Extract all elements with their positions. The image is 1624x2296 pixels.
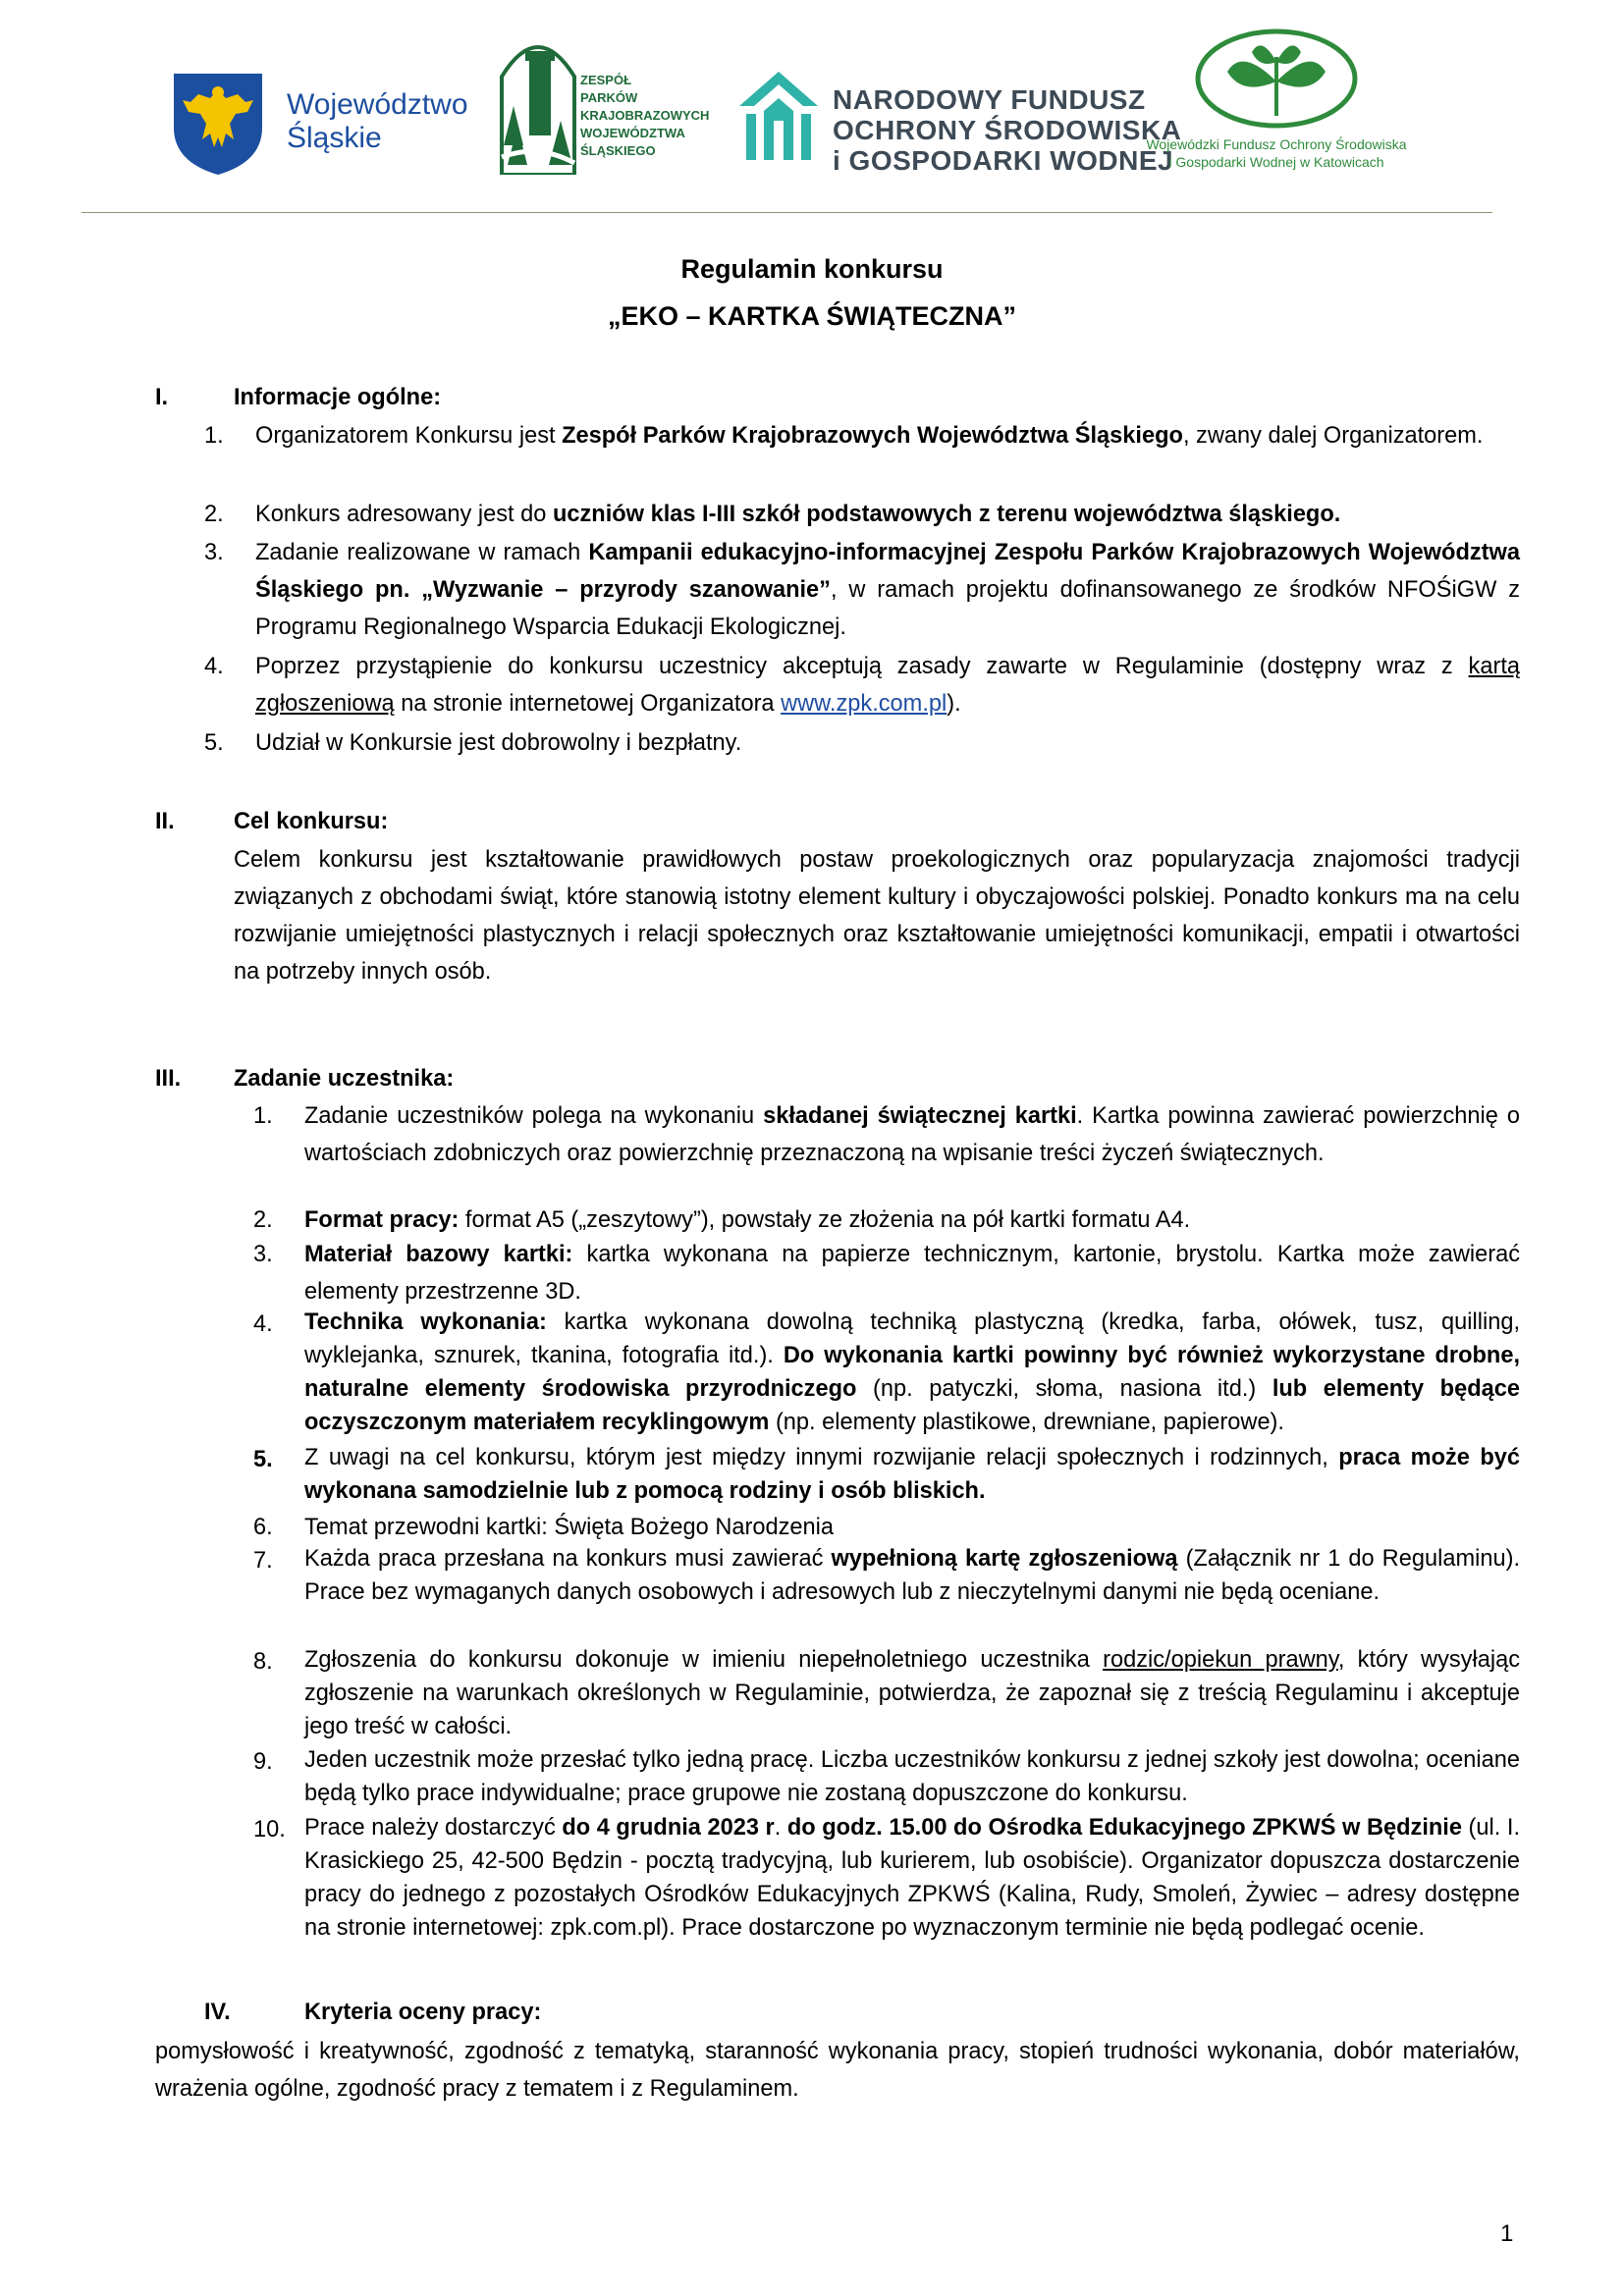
item-number: 3. xyxy=(253,1242,273,1267)
item-text: Materiał bazowy kartki: kartka wykonana na papierze technicznym, kartonie, brystolu. Kartka może zawierać elementy przestrzenne 3D. xyxy=(304,1242,1521,1305)
item-number: 4. xyxy=(204,654,224,679)
section-title: Cel konkursu: xyxy=(234,809,389,834)
competition-name: „EKO – KARTKA ŚWIĄTECZNA” xyxy=(608,301,1016,331)
logo-wojewodztwo-slaskie xyxy=(169,69,483,177)
wfosigw-leaves-icon xyxy=(1193,27,1360,131)
logo-nfos-text xyxy=(833,84,1181,176)
organizer-website-link[interactable]: www.zpk.com.pl xyxy=(781,691,947,717)
logo-wfos-line: Wojewódzki Fundusz Ochrony Środowiska xyxy=(1146,136,1407,152)
logo-wfosigw xyxy=(1134,27,1419,185)
item-text: Zgłoszenia do konkursu dokonuje w imieniu niepełnoletniego uczestnika rodzic/opiekun prawny, który wysyłając zgłoszenie na warunkach określonych w Regulaminie, potwierdza, że zapoznał się z treścią Regulaminu i akceptuje jego treść w całości. xyxy=(304,1647,1521,1739)
item-number: 5. xyxy=(204,730,224,756)
nfosigw-emblem-icon xyxy=(734,67,823,165)
page-number: 1 xyxy=(1500,2220,1514,2247)
header-logos xyxy=(0,27,1624,194)
section-number: IV. xyxy=(204,2000,231,2025)
zpk-tower-forest-icon xyxy=(494,27,582,175)
logo-zpk-line: ŚLĄSKIEGO xyxy=(580,143,656,158)
item-number: 7. xyxy=(253,1548,273,1574)
section-title: Zadanie uczestnika: xyxy=(234,1066,455,1092)
logo-zpk-text xyxy=(580,72,709,160)
section-number: III. xyxy=(155,1066,182,1092)
item-number: 1. xyxy=(253,1103,273,1129)
section-paragraph: pomysłowość i kreatywność, zgodność z tematyką, staranność wykonania pracy, stopień trudności wykonania, dobór materiałów, wrażenia ogólne, zgodność pracy z tematem i z Regulaminem. xyxy=(155,2039,1520,2102)
item-number: 2. xyxy=(253,1207,273,1233)
logo-zpk-line: PARKÓW xyxy=(580,90,638,105)
logo-zpk-line: KRAJOBRAZOWYCH xyxy=(580,108,710,123)
item-number: 9. xyxy=(253,1749,273,1775)
item-text: Poprzez przystąpienie do konkursu uczestnicy akceptują zasady zawarte w Regulaminie (dostępny wraz z kartą zgłoszeniową na stronie internetowej Organizatora www.zpk.com.pl). xyxy=(255,654,1520,717)
section-title: Kryteria oceny pracy: xyxy=(304,2000,542,2025)
document-title: Regulamin konkursu xyxy=(680,254,944,284)
item-number: 8. xyxy=(253,1649,273,1675)
section-number: II. xyxy=(155,809,175,834)
item-text: Z uwagi na cel konkursu, którym jest między innymi rozwijanie relacji społecznych i rodzinnych, praca może być wykonana samodzielnie lub z pomocą rodziny i osób bliskich. xyxy=(304,1445,1520,1504)
item-text: Organizatorem Konkursu jest Zespół Parków Krajobrazowych Województwa Śląskiego, zwany dalej Organizatorem. xyxy=(255,423,1484,449)
item-number: 5. xyxy=(253,1447,273,1472)
item-text: Zadanie realizowane w ramach Kampanii edukacyjno-informacyjnej Zespołu Parków Krajobrazowych Województwa Śląskiego pn. „Wyzwanie – przyrody szanowanie”, w ramach projektu dofinansowanego ze środków NFOŚiGW z Programu Regionalnego Wsparcia Edukacji Ekologicznej. xyxy=(255,540,1520,640)
logo-zpk-line: ZESPÓŁ xyxy=(580,73,632,87)
logo-zpk xyxy=(494,27,715,175)
logo-wfos-text xyxy=(1134,135,1419,171)
logo-nfos-line: i GOSPODARKI WODNEJ xyxy=(833,145,1174,176)
logo-nfos-line: NARODOWY FUNDUSZ xyxy=(833,84,1146,115)
item-text: Temat przewodni kartki: Święta Bożego Narodzenia xyxy=(304,1515,834,1540)
item-text: Każda praca przesłana na konkurs musi zawierać wypełnioną kartę zgłoszeniową (Załącznik nr 1 do Regulaminu). Prace bez wymaganych danych osobowych i adresowych lub z nieczytelnymi danymi nie będą oceniane. xyxy=(304,1546,1521,1605)
logo-nfos-line: OCHRONY ŚRODOWISKA xyxy=(833,115,1182,145)
logo-slaskie-line2: Śląskie xyxy=(287,122,382,154)
logo-slaskie-text xyxy=(287,88,468,155)
item-number: 2. xyxy=(204,502,224,527)
logo-zpk-line: WOJEWÓDZTWA xyxy=(580,126,685,140)
item-text: Technika wykonania: kartka wykonana dowolną techniką plastyczną (kredka, farba, ołówek, tusz, quilling, wyklejanka, sznurek, tkanina, fotografia itd.). Do wykonania kartki powinny być również wykorzystane drobne, naturalne elementy środowiska przyrodniczego (np. patyczki, słoma, nasiona itd.) lub elementy będące oczyszczonym materiałem recyklingowym (np. elementy plastikowe, drewniane, papierowe). xyxy=(304,1309,1521,1435)
item-number: 4. xyxy=(253,1311,273,1337)
item-number: 10. xyxy=(253,1817,286,1842)
item-number: 3. xyxy=(204,540,224,565)
item-text: Udział w Konkursie jest dobrowolny i bezpłatny. xyxy=(255,730,742,756)
item-number: 1. xyxy=(204,423,224,449)
item-text: Jeden uczestnik może przesłać tylko jedną pracę. Liczba uczestników konkursu z jednej szkoły jest dowolna; oceniane będą tylko prace indywidualne; prace grupowe nie zostaną dopuszczone do konkursu. xyxy=(304,1747,1521,1806)
item-text: Prace należy dostarczyć do 4 grudnia 2023 r. do godz. 15.00 do Ośrodka Edukacyjnego ZPKWŚ w Będzinie (ul. I. Krasickiego 25, 42-500 Będzin - pocztą tradycyjną, lub kurierem, lub osobiście). Organizator dopuszcza dostarczenie pracy do jednego z pozostałych Ośrodków Edukacyjnych ZPKWŚ (Kalina, Rudy, Smoleń, Żywiec – adresy dostępne na stronie internetowej: zpk.com.pl). Prace dostarczone po wyznaczonym terminie nie będą podlegać ocenie. xyxy=(304,1815,1520,1941)
logo-slaskie-line1: Województwo xyxy=(287,88,468,121)
coat-of-arms-eagle-icon xyxy=(169,69,267,177)
item-text: Konkurs adresowany jest do uczniów klas I-III szkół podstawowych z terenu województwa śląskiego. xyxy=(255,502,1341,527)
header-divider xyxy=(81,212,1492,213)
logo-wfos-line: i Gospodarki Wodnej w Katowicach xyxy=(1168,154,1384,170)
item-number: 6. xyxy=(253,1515,273,1540)
section-paragraph: Celem konkursu jest kształtowanie prawidłowych postaw proekologicznych oraz popularyzacja znajomości tradycji związanych z obchodami świąt, które stanowią istotny element kultury i obyczajowości polskiej. Ponadto konkurs ma na celu rozwijanie umiejętności plastycznych i relacji społecznych oraz kształtowanie umiejętności komunikacji, empatii i otwartości na potrzeby innych osób. xyxy=(234,847,1520,985)
logo-nfosigw xyxy=(734,67,1182,176)
section-number: I. xyxy=(155,385,169,410)
item-text: Format pracy: format A5 („zeszytowy”), powstały ze złożenia na pół kartki formatu A4. xyxy=(304,1207,1191,1233)
section-title: Informacje ogólne: xyxy=(234,385,442,410)
item-text: Zadanie uczestników polega na wykonaniu składanej świątecznej kartki. Kartka powinna zawierać powierzchnię o wartościach zdobniczych oraz powierzchnię przeznaczoną na wpisanie treści życzeń świątecznych. xyxy=(304,1103,1520,1166)
